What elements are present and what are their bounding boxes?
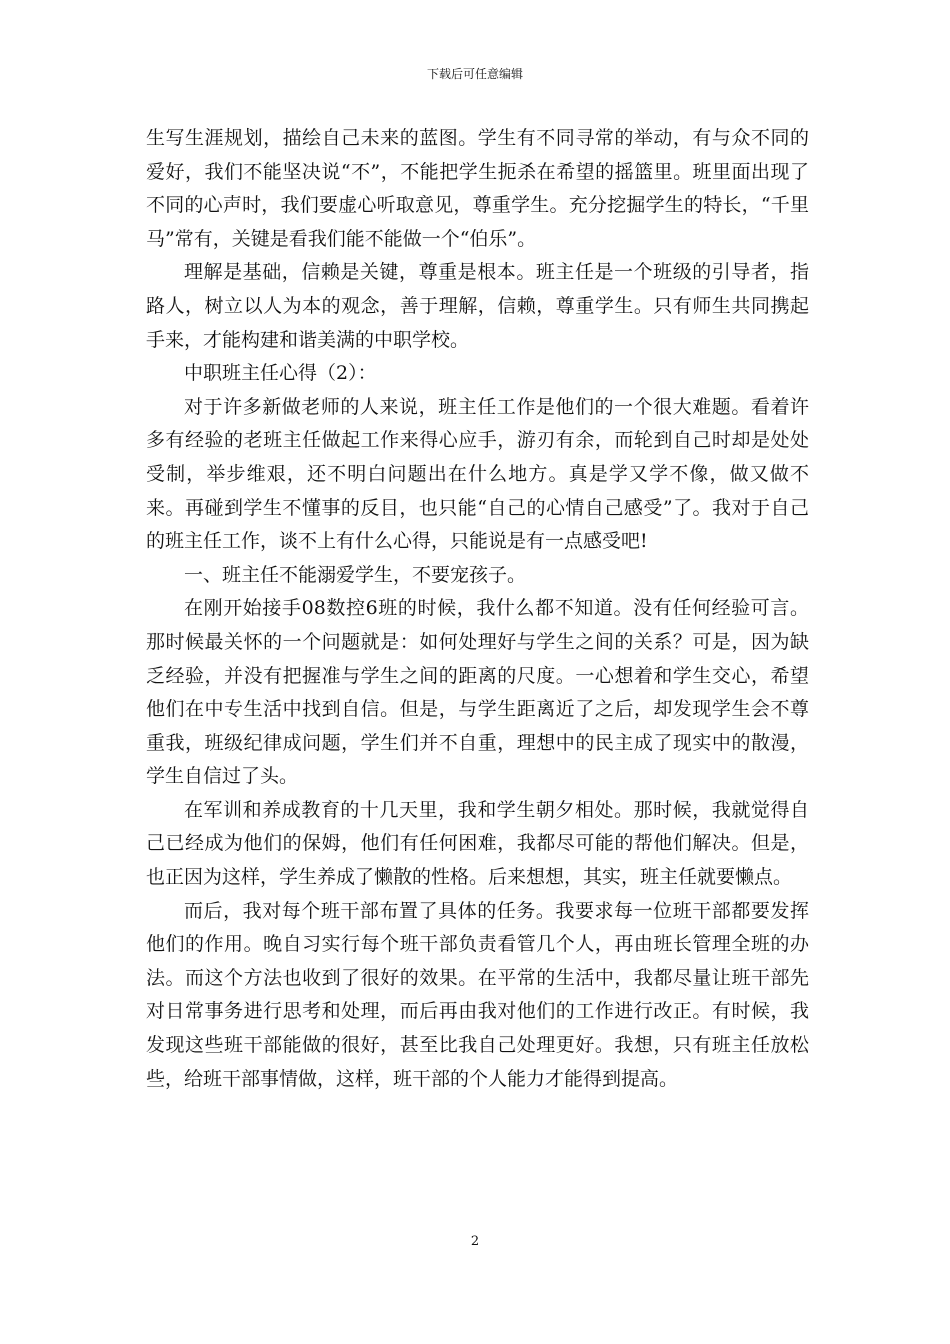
paragraph: 在军训和养成教育的十几天里，我和学生朝夕相处。那时候，我就觉得自己已经成为他们的保姆，他们有任何困难，我都尽可能的帮他们解决。但是，也正因为这样，学生养成了懒散的性格。后来想想，其实，班主任就要懒点。 bbox=[146, 798, 809, 889]
paragraph-continuation: 生写生涯规划，描绘自己未来的蓝图。学生有不同寻常的举动，有与众不同的爱好，我们不能坚决说“不”，不能把学生扼杀在希望的摇篮里。班里面出现了不同的心声时，我们要虚心听取意见，尊重学生。充分挖掘学生的特长，“千里马”常有，关键是看我们能不能做一个“伯乐”。 bbox=[146, 127, 809, 250]
page-number: 2 bbox=[470, 1234, 480, 1249]
document-body bbox=[146, 122, 809, 1096]
section-heading: 中职班主任心得（2）： bbox=[184, 362, 377, 385]
subsection-heading: 一、班主任不能溺爱学生，不要宠孩子。 bbox=[184, 563, 527, 586]
paragraph: 对于许多新做老师的人来说，班主任工作是他们的一个很大难题。看着许多有经验的老班主任做起工作来得心应手，游刃有余，而轮到自己时却是处处受制，举步维艰，还不明白问题出在什么地方。真是学又学不像，做又做不来。再碰到学生不懂事的反目，也只能“自己的心情自己感受”了。我对于自己的班主任工作，谈不上有什么心得，只能说是有一点感受吧! bbox=[146, 395, 809, 553]
page-header: 下载后可任意编辑 bbox=[426, 67, 523, 81]
paragraph: 而后，我对每个班干部布置了具体的任务。我要求每一位班干部都要发挥他们的作用。晚自习实行每个班干部负责看管几个人，再由班长管理全班的办法。而这个方法也收到了很好的效果。在平常的生活中，我都尽量让班干部先对日常事务进行思考和处理，而后再由我对他们的工作进行改正。有时候，我发现这些班干部能做的很好，甚至比我自己处理更好。我想，只有班主任放松些，给班干部事情做，这样，班干部的个人能力才能得到提高。 bbox=[146, 899, 809, 1090]
paragraph: 在刚开始接手08数控6班的时候，我什么都不知道。没有任何经验可言。那时候最关怀的一个问题就是：如何处理好与学生之间的关系？可是，因为缺乏经验，并没有把握准与学生之间的距离的尺度。一心想着和学生交心，希望他们在中专生活中找到自信。但是，与学生距离近了之后，却发现学生会不尊重我，班级纪律成问题，学生们并不自重，理想中的民主成了现实中的散漫，学生自信过了头。 bbox=[146, 597, 809, 788]
paragraph: 理解是基础，信赖是关键，尊重是根本。班主任是一个班级的引导者，指路人，树立以人为本的观念，善于理解，信赖，尊重学生。只有师生共同携起手来，才能构建和谐美满的中职学校。 bbox=[146, 261, 809, 351]
